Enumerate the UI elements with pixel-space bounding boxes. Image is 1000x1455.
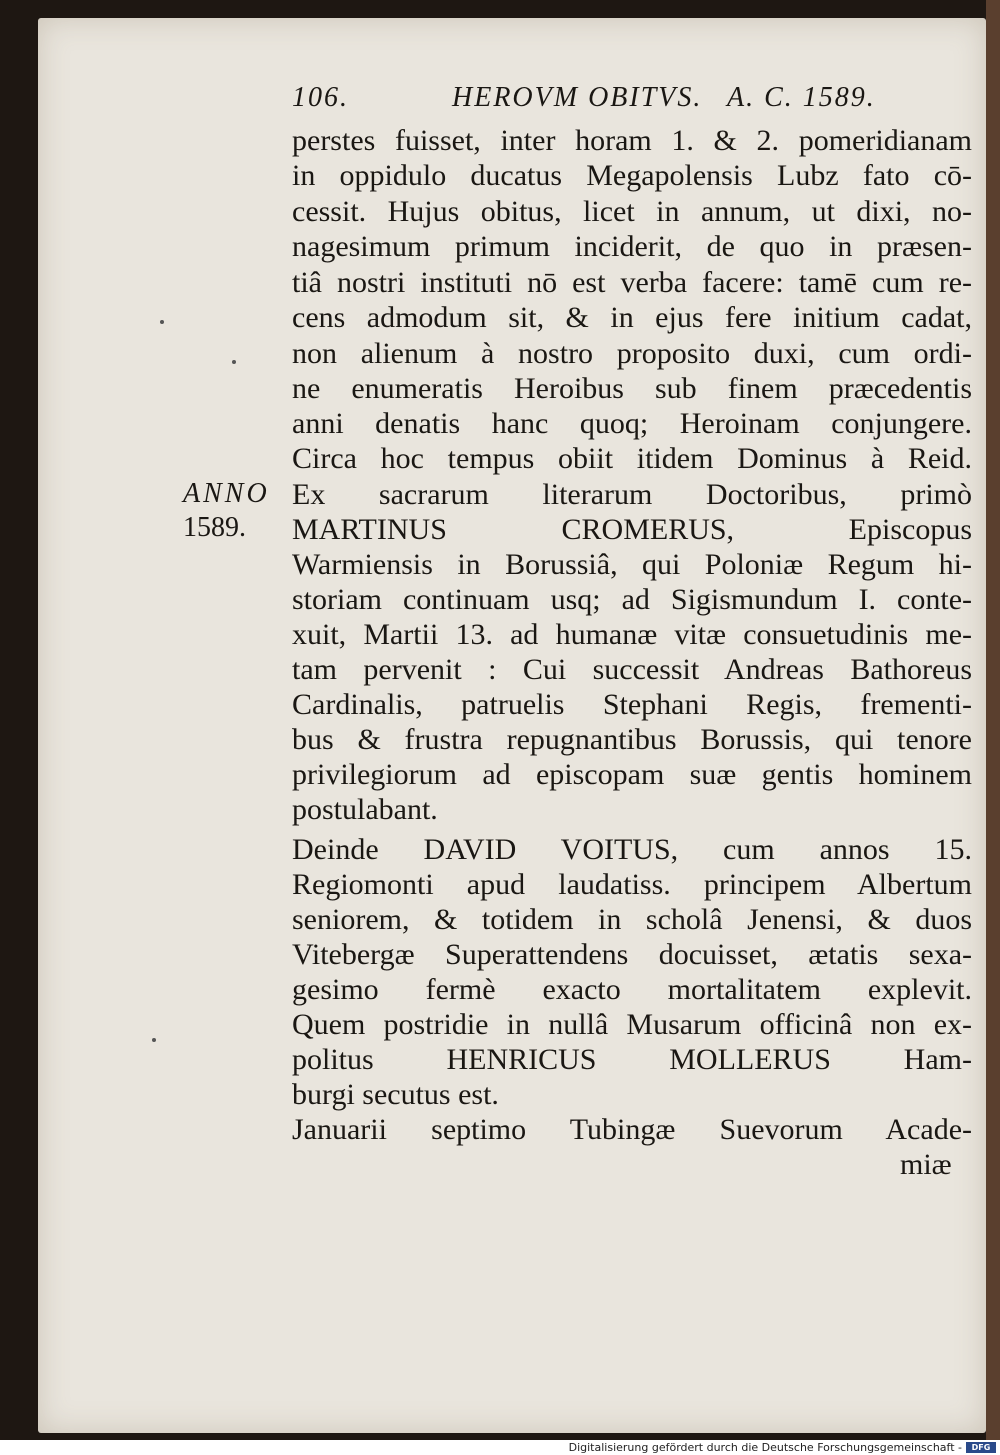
paper-speck bbox=[160, 320, 164, 324]
text-line: gesimo fermè exacto mortalitatem explevit. bbox=[292, 973, 972, 1006]
text-line: seniorem, & totidem in scholâ Jenensi, & duos bbox=[292, 903, 972, 936]
page-number: 106. bbox=[292, 82, 349, 113]
text-line: tam pervenit : Cui successit Andreas Bathoreus bbox=[292, 653, 972, 686]
text-line: Warmiensis in Borussiâ, qui Poloniæ Regum hi- bbox=[292, 548, 972, 581]
text-line: in oppidulo ducatus Megapolensis Lubz fato cō- bbox=[292, 159, 972, 192]
text-line: Deinde DAVID VOITUS, cum annos 15. bbox=[292, 833, 972, 866]
text-line: Ex sacrarum literarum Doctoribus, primò bbox=[292, 478, 972, 511]
footer-credit: Digitalisierung gefördert durch die Deutsche Forschungsgemeinschaft - bbox=[568, 1441, 962, 1454]
catchword: miæ bbox=[900, 1148, 952, 1181]
text-line: Quem postridie in nullâ Musarum officinâ non ex- bbox=[292, 1008, 972, 1041]
text-line: bus & frustra repugnantibus Borussis, qui tenore bbox=[292, 723, 972, 756]
text-line: Cardinalis, patruelis Stephani Regis, frementi- bbox=[292, 688, 972, 721]
text-line: MARTINUS CROMERUS, Episcopus bbox=[292, 513, 972, 546]
text-line: xuit, Martii 13. ad humanæ vitæ consuetudinis me- bbox=[292, 618, 972, 651]
text-line: anni denatis hanc quoq; Heroinam conjungere. bbox=[292, 407, 972, 440]
paper-speck bbox=[152, 1038, 156, 1042]
text-line: tiâ nostri instituti nō est verba facere: tamē cum re- bbox=[292, 266, 972, 299]
text-line: postulabant. bbox=[292, 793, 438, 826]
running-title: HEROVM OBITVS. bbox=[452, 82, 703, 113]
text-line: burgi secutus est. bbox=[292, 1078, 499, 1111]
text-line: Januarii septimo Tubingæ Suevorum Acade- bbox=[292, 1113, 972, 1146]
book-edge bbox=[986, 0, 1000, 1440]
dfg-logo: DFG bbox=[966, 1442, 996, 1453]
text-line: Circa hoc tempus obiit itidem Dominus à Reid. bbox=[292, 442, 972, 475]
text-line: cens admodum sit, & in ejus fere initium cadat, bbox=[292, 301, 972, 334]
text-line: ne enumeratis Heroibus sub finem præcedentis bbox=[292, 372, 972, 405]
running-header bbox=[292, 82, 912, 118]
text-line: non alienum à nostro proposito duxi, cum ordi- bbox=[292, 337, 972, 370]
paper-speck bbox=[232, 360, 236, 364]
header-year: A. C. 1589. bbox=[727, 82, 876, 113]
margin-anno: ANNO bbox=[183, 478, 270, 509]
margin-year: 1589. bbox=[183, 512, 246, 543]
text-line: nagesimum primum inciderit, de quo in præsen- bbox=[292, 230, 972, 263]
text-line: politus HENRICUS MOLLERUS Ham- bbox=[292, 1043, 972, 1076]
text-line: storiam continuam usq; ad Sigismundum I. conte- bbox=[292, 583, 972, 616]
text-line: perstes fuisset, inter horam 1. & 2. pomeridianam bbox=[292, 124, 972, 157]
text-line: cessit. Hujus obitus, licet in annum, ut dixi, no- bbox=[292, 195, 972, 228]
text-line: Regiomonti apud laudatiss. principem Albertum bbox=[292, 868, 972, 901]
text-line: privilegiorum ad episcopam suæ gentis hominem bbox=[292, 758, 972, 791]
text-line: Vitebergæ Superattendens docuisset, ætatis sexa- bbox=[292, 938, 972, 971]
